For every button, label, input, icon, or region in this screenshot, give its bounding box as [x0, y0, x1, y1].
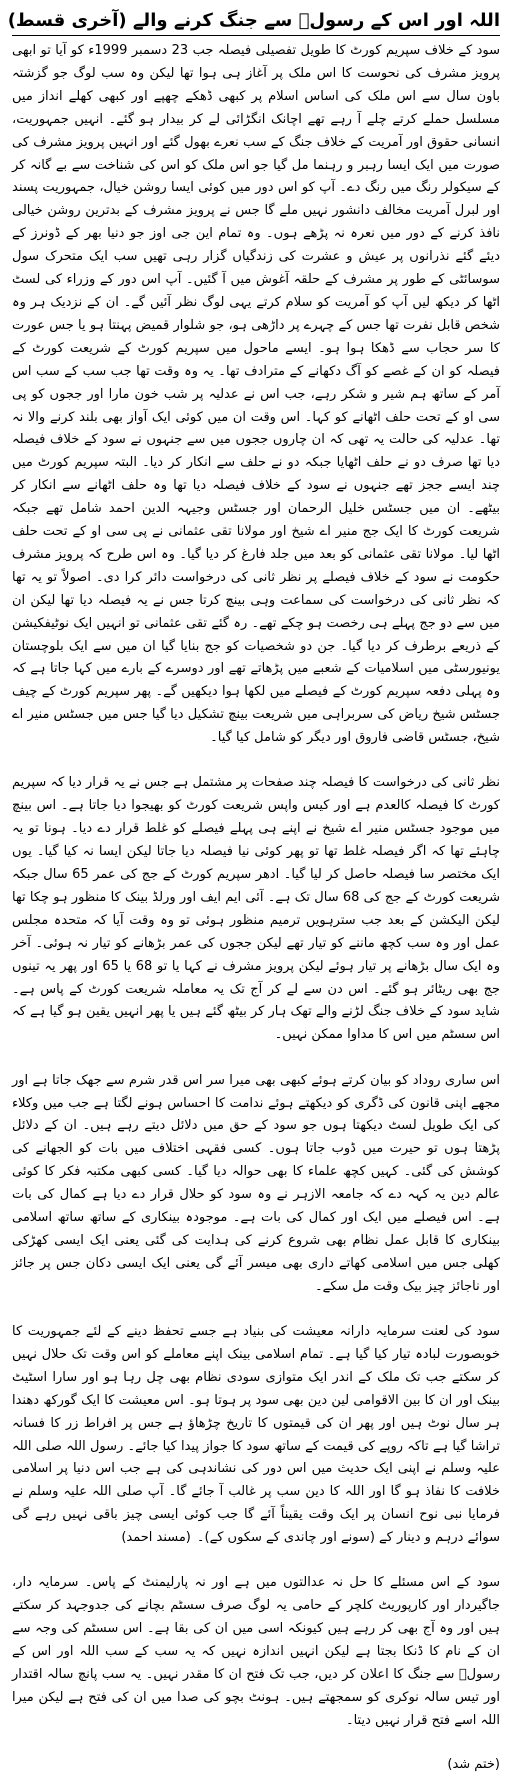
- article-paragraph-3: اس ساری روداد کو بیان کرتے ہوئے کبھی بھی میرا سر اس قدر شرم سے جھک جاتا ہے اور مجھے اپنی قانون کی ڈگری کو دیکھتے ہوئے ندامت کا احساس ہونے لگتا ہے جب میں وکلاء کی ایک طویل لسٹ دیکھتا ہوں جو سود کے حق میں دلائل دیتے رہے ہیں۔ ان کے دلائل پڑھتا ہوں تو حیرت میں ڈوب جاتا ہوں۔ کسی فقہی اختلاف میں بات کو الجھانے کی کوشش کی گئی۔ کہیں کچھ علماء کا بھی حوالہ دیا گیا۔ کسی کبھی مکتبہ فکر کا کوئی عالم دین یہ کہہ دے کہ جامعہ الازہر نے وہ سود کو حلال قرار دے دیا ہے کمال کی بات ہے۔ اس فیصلے میں ایک اور کمال کی بات ہے۔ موجودہ بینکاری کے ساتھ ساتھ اسلامی بینکاری کا قابل عمل نظام بھی شروع کرنے کی ہدایت کی گئی یعنی ایک ایسی کھڑکی کھلی جس میں اسلامی کھاتے داری بھی میسر آئے گی یعنی ایک ایسی دکان جس پر جائز اور ناجائز چیز بیک وقت مل سکے۔: [12, 1072, 500, 1294]
- article-body: [12, 40, 500, 1772]
- article-title: اللہ اور اس کے رسولؐ سے جنگ کرنے والے (آخری قسط): [7, 10, 500, 31]
- end-note: (ختم شد): [447, 1757, 500, 1772]
- article-paragraph-4-text: سود کی لعنت سرمایہ دارانہ معیشت کی بنیاد ہے جسے تحفظ دینے کے لئے جمہوریت کا خوبصورت لبادہ تیار کیا گیا ہے۔ تمام اسلامی بینک اپنے معاملے کو اس وقت تک حلال نہیں کر سکتے جب تک ملک کے اندر ایک متوازی سودی نظام بھی چل رہا ہو اور سارا اسٹیٹ بینک اور ان کا بین الاقوامی لین دین بھی سود پر ہوتا ہو۔ اس معیشت کا ایک گورکھ دھندا ہر سال نوٹ ہیں اور پھر ان کی قیمتوں کا تاریخ چڑھاؤ ہے جس پر افراط زر کا فسانہ تراشا گیا ہے تاکہ روپے کی قیمت کے ساتھ سود کا جواز پیدا کیا جائے۔ رسول اللہ صلی اللہ علیہ وسلم نے اپنی ایک حدیث میں اس دور کی نشاندہی کی ہے جب اس دنیا پر اسلامی خلافت کا نفاذ ہو گا اور اللہ کا دین سب پر غالب آ جائے گا۔ آپ صلی اللہ علیہ وسلم نے فرمایا نبی نوح انسان پر ایک وقت یقیناً آئے گا جب کوئی ایسی چیز باقی نہیں رہے گی سوائے درہم و دینار کے (سونے اور چاندی کے سکوں کے)۔: [12, 1323, 500, 1546]
- hadith-source: (مسند احمد): [121, 1530, 191, 1546]
- article-paragraph-4: [12, 1321, 500, 1550]
- article-paragraph-5: سود کے اس مسئلے کا حل نہ عدالتوں میں ہے اور نہ پارلیمنٹ کے پاس۔ سرمایہ دار، جاگیردار اور کارپوریٹ کلچر کے حامی یہ لوگ صرف سسٹم بچانے کی جدوجہد کر سکتے ہیں اور وہ آج بھی کر رہے ہیں کیونکہ اسی میں ان کی بقا ہے۔ اس سسٹم کی وجہ سے ان کے نام کا ڈنکا بجتا ہے لیکن انہیں اندازہ نہیں کہ یہ سب کے سب اللہ اور اس کے رسولؐ سے جنگ کا اعلان کر دیں، جب تک فتح ان کا مقدر نہیں۔ یہ سب پانچ سالہ اقتدار اور تیس سالہ نوکری کو سمجھتے ہیں۔ ہونٹ بچو کی صدا میں ان کی فتح ہے لیکن میرا اللہ اسے فتح قرار نہیں دیتا۔: [12, 1575, 500, 1728]
- article-paragraph-1: سود کے خلاف سپریم کورٹ کا طویل تفصیلی فیصلہ جب 23 دسمبر 1999ء کو آیا تو ابھی پرویز مشرف کی نحوست کا اس ملک پر آغاز ہی ہوا تھا لیکن وہ سب لوگ جو گزشتہ باون سال سے اس ملک کی اساس اسلام پر کبھی ڈھکے چھپے اور کبھی کھلے انداز میں مسلسل حملے کرتے چلے آ رہے تھے اچانک انگڑائی لے کر بیدار ہو گئے۔ انہیں جمہوریت، انسانی حقوق اور آمریت کے خلاف جنگ کے سب نعرے بھول گئے اور انہیں پرویز مشرف کی صورت میں ایک ایسا رہبر و رہنما مل گیا جو اس ملک کو اس کی شناخت سے بے گانہ کر کے سیکولر رنگ میں رنگ دے۔ آپ کو اس دور میں کوئی ایسا روشن خیال، جمہوریت پسند اور لبرل آمریت مخالف دانشور نہیں ملے گا جس نے پرویز مشرف کے بدترین روشن خیالی نافذ کرنے کے دور میں نعرہ نہ پڑھے ہوں۔ وہ تمام این جی اوز جو دنیا بھر کے ڈونرز کے دیئے گئے نذرانوں پر عیش و عشرت کی زندگیاں گزار رہی تھیں سب ایک متحرک سول سوسائٹی کے طور پر مشرف کے حلقہ آغوش میں آ گئیں۔ آپ اس دور کے وزراء کی لسٹ اٹھا کر دیکھ لیں آپ کو آمریت کو سلام کرتے یہی لوگ نظر آئیں گے۔ ان کے نزدیک ہر وہ شخص قابل نفرت تھا جس کے چہرے پر داڑھی ہو، جو شلوار قمیض پہنتا ہو یا جس عورت کا سر حجاب سے ڈھکا ہوا ہو۔ ایسے ماحول میں سپریم کورٹ کے شریعت کورٹ کے فیصلہ کو ان کے غصے کو آگ دکھانے کے مترادف تھا۔ یہ وہ وقت تھا جب سب کے سب اس آمر کے ساتھ ہم شیر و شکر رہے، جب اس نے عدلیہ پر شب خون مارا اور ججوں کو پی سی او کے تحت حلف اٹھانے کو کہا۔ اس وقت ان میں کوئی ایک آواز بھی بلند کرنے والا نہ تھا۔ عدلیہ کی حالت یہ تھی کہ ان چاروں ججوں میں سے جنہوں نے سود کے خلاف فیصلہ دیا تھا صرف دو نے حلف اٹھایا جبکہ دو نے حلف سے انکار کر دیا۔ البتہ سپریم کورٹ میں چند ایسے ججز تھے جنہوں نے سود کے خلاف فیصلہ دیا تھا وہ حلف اٹھانے سے انکار کر بیٹھے۔ ان میں جسٹس خلیل الرحمان اور جسٹس وجیہہ الدین احمد شامل تھے جبکہ شریعت کورٹ کا ایک جج منیر اے شیخ اور مولانا تقی عثمانی نے پی سی او کے تحت حلف اٹھا لیا۔ مولانا تقی عثمانی کو بعد میں جلد فارغ کر دیا گیا۔ وہ اس طرح کہ پرویز مشرف حکومت نے سود کے خلاف فیصلے پر نظر ثانی کی درخواست دائر کرا دی۔ اصولاً تو یہ تھا کہ نظر ثانی کی درخواست کی سماعت وہی بینچ کرتا جس نے یہ فیصلہ دیا تھا لیکن ان میں سے دو جج پہلے ہی رخصت ہو چکے تھے۔ رہ گئے تقی عثمانی تو انہیں ایک نوٹیفکیشن کے ذریعے برطرف کر دیا گیا۔ جن دو شخصیات کو جج بنایا گیا ان میں سے ایک بلوچستان یونیورسٹی میں اسلامیات کے شعبے میں پڑھاتے تھے اور دوسرے کے بارے میں کہا جاتا ہے کہ وہ پہلی دفعہ سپریم کورٹ کے فیصلے میں لکھا ہوا دیکھیں گے۔ پھر سپریم کورٹ کے چیف جسٹس شیخ ریاض کی سربراہی میں شریعت بینچ تشکیل دیا گیا جس میں جسٹس منیر اے شیخ، جسٹس قاضی فاروق اور دیگر کو شامل کیا گیا۔: [12, 43, 500, 746]
- title-divider: [12, 35, 500, 36]
- article-paragraph-2: نظر ثانی کی درخواست کا فیصلہ چند صفحات پر مشتمل ہے جس نے یہ قرار دیا کہ سپریم کورٹ کا فیصلہ کالعدم ہے اور کیس واپس شریعت کورٹ کو بھیجوا دیا جاتا ہے۔ اس بینچ میں موجود جسٹس منیر اے شیخ نے اپنے ہی پہلے فیصلے کو غلط قرار دے دیا۔ ہونا تو یہ چاہئے تھا کہ اگر فیصلہ غلط تھا تو پھر کوئی نیا فیصلہ دیا جاتا لیکن ایسا نہ کیا گیا۔ یوں ایک مختصر سا فیصلہ حاصل کر لیا گیا۔ ادھر سپریم کورٹ کے جج کی عمر 65 سال جبکہ شریعت کورٹ کے جج کی 68 سال تک ہے۔ آئی ایم ایف اور ورلڈ بینک کا منظور ہو چکا تھا لیکن الیکشن کے بعد جب سترہویں ترمیم منظور ہوئی تو وہ وقت آیا کہ متحدہ مجلس عمل اور وہ سب کچھ ماننے کو تیار تھے لیکن ججوں کی عمر بڑھانے کو تیار نہ ہوئی۔ آخر وہ ایک سال بڑھانے پر تیار ہوئے لیکن پرویز مشرف نے کہا یا تو 68 یا 65 اور پھر یہ تینوں جج بھی ریٹائر ہو گئے۔ اس دن سے لے کر آج تک یہ معاملہ شریعت کورٹ کے پاس ہے۔ شاید سود کے خلاف جنگ لڑنے والے تھک ہار کر بیٹھ گئے ہیں یا پھر انہیں یقین ہو گیا ہے کہ اس سسٹم میں اس کا مداوا ممکن نہیں۔: [12, 775, 501, 1043]
